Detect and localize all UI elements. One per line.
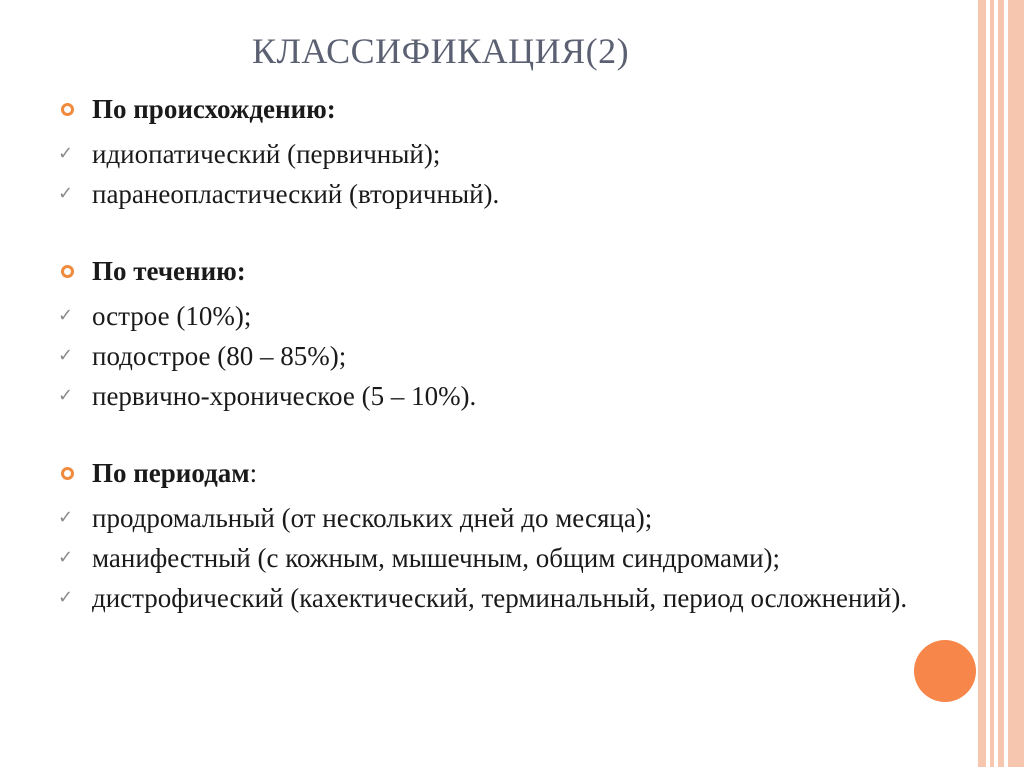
checkmark-icon: ✓ [58, 183, 74, 204]
heading-colon: : [249, 458, 258, 488]
checkmark-icon: ✓ [58, 305, 74, 326]
decorative-stripe [978, 0, 986, 767]
list-item-text: первично-хроническое (5 – 10%). [92, 381, 477, 411]
section-periods [58, 452, 938, 614]
ring-bullet-icon [61, 467, 74, 480]
checkmark-icon: ✓ [58, 143, 74, 164]
section-heading-text: По происхождению: [92, 94, 336, 124]
list-item-text: идиопатический (первичный); [92, 139, 441, 169]
list-item [58, 178, 938, 210]
checkmark-icon: ✓ [58, 547, 74, 568]
section-heading [58, 88, 938, 130]
list-item [58, 582, 938, 614]
list-item-text: подострое (80 – 85%); [92, 341, 347, 371]
list-item-text: дистрофический (кахектический, терминальный, период осложнений). [92, 583, 908, 613]
decorative-stripe [990, 0, 994, 767]
checkmark-icon: ✓ [58, 345, 74, 366]
list-item-text: продромальный (от нескольких дней до месяца); [92, 503, 653, 533]
list-item-text: манифестный (с кожным, мышечным, общим синдромами); [92, 543, 781, 573]
checkmark-icon: ✓ [58, 507, 74, 528]
list-item [58, 300, 938, 332]
list-item-text: паранеопластический (вторичный). [92, 179, 500, 209]
section-course [58, 250, 938, 412]
section-heading-text: По течению: [92, 256, 246, 286]
section-origin [58, 88, 938, 210]
section-heading-text: По периодам [92, 458, 250, 488]
checkmark-icon: ✓ [58, 587, 74, 608]
list-item-text: острое (10%); [92, 301, 252, 331]
ring-bullet-icon [61, 103, 74, 116]
section-heading [58, 452, 938, 494]
decorative-stripe [998, 0, 1004, 767]
list-item [58, 380, 938, 412]
decorative-circle [914, 640, 976, 702]
decorative-stripe [1008, 0, 1024, 767]
list-item [58, 502, 938, 534]
checkmark-icon: ✓ [58, 385, 74, 406]
section-heading [58, 250, 938, 292]
slide-title: КЛАССИФИКАЦИЯ(2) [252, 31, 630, 71]
list-item [58, 542, 938, 574]
list-item [58, 340, 938, 372]
list-item [58, 138, 938, 170]
slide-content [58, 88, 938, 614]
ring-bullet-icon [61, 265, 74, 278]
